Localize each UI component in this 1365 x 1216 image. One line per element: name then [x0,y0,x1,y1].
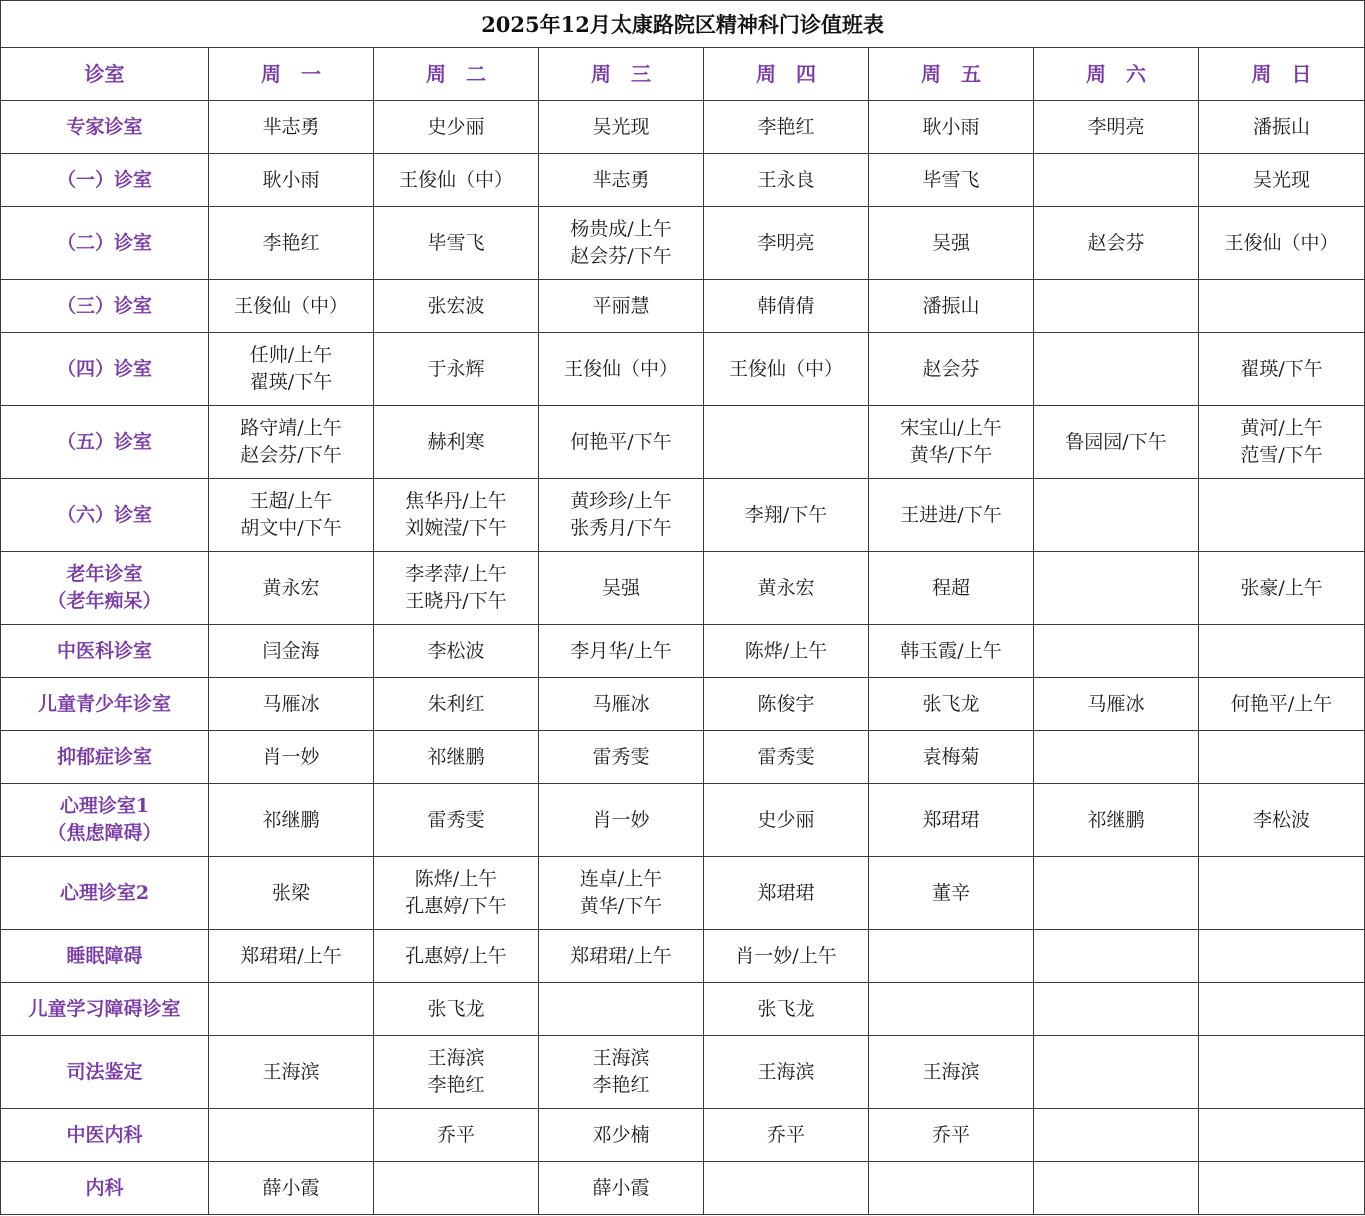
schedule-cell: 郑珺珺 [869,784,1034,857]
schedule-cell: 雷秀雯 [374,784,539,857]
schedule-cell [869,1162,1034,1215]
schedule-cell: 耿小雨 [209,154,374,207]
schedule-cell: 陈烨/上午 孔惠婷/下午 [374,857,539,930]
room-label: （二）诊室 [1,207,209,280]
table-row [1,1109,1365,1162]
room-label: 心理诊室1 （焦虑障碍） [1,784,209,857]
table-row [1,678,1365,731]
schedule-cell: 肖一妙/上午 [704,930,869,983]
schedule-cell [1034,1109,1199,1162]
schedule-cell: 史少丽 [374,101,539,154]
schedule-cell: 王海滨 李艳红 [374,1036,539,1109]
schedule-cell [1199,983,1365,1036]
room-label: 老年诊室 （老年痴呆） [1,552,209,625]
schedule-cell: 潘振山 [869,280,1034,333]
room-label: 心理诊室2 [1,857,209,930]
room-label: 儿童青少年诊室 [1,678,209,731]
room-label: 专家诊室 [1,101,209,154]
schedule-cell: 祁继鹏 [209,784,374,857]
schedule-cell: 乔平 [374,1109,539,1162]
schedule-cell [1199,857,1365,930]
schedule-cell: 闫金海 [209,625,374,678]
table-row [1,930,1365,983]
room-label: 司法鉴定 [1,1036,209,1109]
schedule-cell: 张宏波 [374,280,539,333]
schedule-cell [1199,1036,1365,1109]
table-row [1,857,1365,930]
schedule-cell: 焦华丹/上午 刘婉滢/下午 [374,479,539,552]
table-row [1,333,1365,406]
schedule-cell: 郑珺珺 [704,857,869,930]
schedule-cell: 张飞龙 [704,983,869,1036]
table-row [1,101,1365,154]
schedule-cell: 乔平 [869,1109,1034,1162]
schedule-cell: 吴强 [539,552,704,625]
table-row [1,625,1365,678]
schedule-cell: 王永良 [704,154,869,207]
schedule-cell: 李松波 [1199,784,1365,857]
schedule-cell: 杨贵成/上午 赵会芬/下午 [539,207,704,280]
schedule-cell: 黄珍珍/上午 张秀月/下午 [539,479,704,552]
schedule-cell: 王俊仙（中） [1199,207,1365,280]
schedule-cell [1034,154,1199,207]
room-label: （四）诊室 [1,333,209,406]
room-label: 儿童学习障碍诊室 [1,983,209,1036]
schedule-cell: 马雁冰 [539,678,704,731]
schedule-cell: 史少丽 [704,784,869,857]
table-row [1,280,1365,333]
schedule-cell: 吴光现 [1199,154,1365,207]
schedule-cell: 王俊仙（中） [209,280,374,333]
schedule-cell [1199,280,1365,333]
schedule-cell: 毕雪飞 [374,207,539,280]
schedule-cell: 张飞龙 [374,983,539,1036]
schedule-cell: 平丽慧 [539,280,704,333]
schedule-cell [209,983,374,1036]
schedule-cell: 耿小雨 [869,101,1034,154]
table-row [1,784,1365,857]
schedule-cell: 程超 [869,552,1034,625]
schedule-cell: 雷秀雯 [539,731,704,784]
header-friday: 周 五 [869,48,1034,101]
schedule-cell [1034,333,1199,406]
table-row [1,1036,1365,1109]
header-row [1,48,1365,101]
schedule-cell: 王超/上午 胡文中/下午 [209,479,374,552]
schedule-cell: 何艳平/上午 [1199,678,1365,731]
schedule-cell: 王俊仙（中） [374,154,539,207]
schedule-cell [1034,930,1199,983]
schedule-cell: 薛小霞 [209,1162,374,1215]
schedule-cell: 何艳平/下午 [539,406,704,479]
schedule-cell: 任帅/上午 翟瑛/下午 [209,333,374,406]
table-row [1,983,1365,1036]
room-label: （六）诊室 [1,479,209,552]
schedule-cell: 韩玉霞/上午 [869,625,1034,678]
header-sunday: 周 日 [1199,48,1365,101]
schedule-cell: 王海滨 李艳红 [539,1036,704,1109]
header-thursday: 周 四 [704,48,869,101]
schedule-cell: 黄河/上午 范雪/下午 [1199,406,1365,479]
schedule-cell: 祁继鹏 [374,731,539,784]
schedule-cell: 李翔/下午 [704,479,869,552]
schedule-cell: 邓少楠 [539,1109,704,1162]
schedule-cell: 李松波 [374,625,539,678]
schedule-cell: 王海滨 [209,1036,374,1109]
header-tuesday: 周 二 [374,48,539,101]
schedule-cell: 王俊仙（中） [539,333,704,406]
table-row [1,406,1365,479]
schedule-cell [704,406,869,479]
schedule-cell: 张豪/上午 [1199,552,1365,625]
table-row [1,479,1365,552]
schedule-cell [869,930,1034,983]
schedule-cell: 连卓/上午 黄华/下午 [539,857,704,930]
schedule-cell: 李明亮 [1034,101,1199,154]
schedule-cell: 赫利寒 [374,406,539,479]
schedule-cell: 芈志勇 [539,154,704,207]
schedule-cell: 李艳红 [209,207,374,280]
schedule-cell: 陈烨/上午 [704,625,869,678]
schedule-cell [1034,983,1199,1036]
schedule-cell: 李艳红 [704,101,869,154]
schedule-cell: 郑珺珺/上午 [539,930,704,983]
schedule-cell: 张飞龙 [869,678,1034,731]
table-row [1,154,1365,207]
schedule-cell [869,983,1034,1036]
schedule-cell: 赵会芬 [869,333,1034,406]
schedule-cell [1199,930,1365,983]
schedule-cell [1034,479,1199,552]
room-label: 内科 [1,1162,209,1215]
schedule-cell: 芈志勇 [209,101,374,154]
room-label: 中医科诊室 [1,625,209,678]
schedule-cell [1034,1036,1199,1109]
schedule-cell: 董辛 [869,857,1034,930]
schedule-cell [1034,552,1199,625]
schedule-cell [1199,731,1365,784]
header-monday: 周 一 [209,48,374,101]
schedule-cell: 于永辉 [374,333,539,406]
schedule-cell: 王进进/下午 [869,479,1034,552]
schedule-cell: 朱利红 [374,678,539,731]
schedule-cell: 乔平 [704,1109,869,1162]
schedule-cell: 路守靖/上午 赵会芬/下午 [209,406,374,479]
schedule-cell: 李月华/上午 [539,625,704,678]
schedule-cell: 赵会芬 [1034,207,1199,280]
room-label: （五）诊室 [1,406,209,479]
schedule-cell: 吴强 [869,207,1034,280]
schedule-cell [1199,479,1365,552]
schedule-cell: 张梁 [209,857,374,930]
schedule-cell: 肖一妙 [209,731,374,784]
table-row [1,1162,1365,1215]
header-wednesday: 周 三 [539,48,704,101]
schedule-cell: 王海滨 [704,1036,869,1109]
schedule-cell: 王海滨 [869,1036,1034,1109]
room-label: 抑郁症诊室 [1,731,209,784]
schedule-cell [1199,1162,1365,1215]
table-row [1,731,1365,784]
schedule-cell: 雷秀雯 [704,731,869,784]
schedule-cell: 宋宝山/上午 黄华/下午 [869,406,1034,479]
room-label: 中医内科 [1,1109,209,1162]
schedule-cell [1034,280,1199,333]
schedule-cell: 黄永宏 [209,552,374,625]
schedule-cell: 韩倩倩 [704,280,869,333]
schedule-cell [1034,731,1199,784]
table-row [1,207,1365,280]
schedule-cell [374,1162,539,1215]
table-row [1,552,1365,625]
schedule-cell: 翟瑛/下午 [1199,333,1365,406]
schedule-cell: 潘振山 [1199,101,1365,154]
header-saturday: 周 六 [1034,48,1199,101]
schedule-cell: 孔惠婷/上午 [374,930,539,983]
schedule-cell: 王俊仙（中） [704,333,869,406]
schedule-cell: 肖一妙 [539,784,704,857]
schedule-cell [1034,625,1199,678]
schedule-cell: 李孝萍/上午 王晓丹/下午 [374,552,539,625]
schedule-cell: 祁继鹏 [1034,784,1199,857]
schedule-cell: 黄永宏 [704,552,869,625]
schedule-body [1,101,1365,1215]
schedule-cell [209,1109,374,1162]
room-label: （三）诊室 [1,280,209,333]
schedule-cell: 马雁冰 [209,678,374,731]
room-label: （一）诊室 [1,154,209,207]
schedule-cell [704,1162,869,1215]
schedule-cell: 陈俊宇 [704,678,869,731]
schedule-cell: 李明亮 [704,207,869,280]
schedule-cell: 袁梅菊 [869,731,1034,784]
schedule-cell: 马雁冰 [1034,678,1199,731]
schedule-cell: 薛小霞 [539,1162,704,1215]
schedule-cell [1199,625,1365,678]
room-label: 睡眠障碍 [1,930,209,983]
schedule-cell [1034,857,1199,930]
header-room: 诊室 [1,48,209,101]
schedule-cell: 毕雪飞 [869,154,1034,207]
schedule-cell [1034,1162,1199,1215]
schedule-cell [1199,1109,1365,1162]
schedule-cell: 鲁园园/下午 [1034,406,1199,479]
page-title: 2025年12月太康路院区精神科门诊值班表 [1,1,1365,48]
schedule-cell: 吴光现 [539,101,704,154]
schedule-cell [539,983,704,1036]
schedule-cell: 郑珺珺/上午 [209,930,374,983]
